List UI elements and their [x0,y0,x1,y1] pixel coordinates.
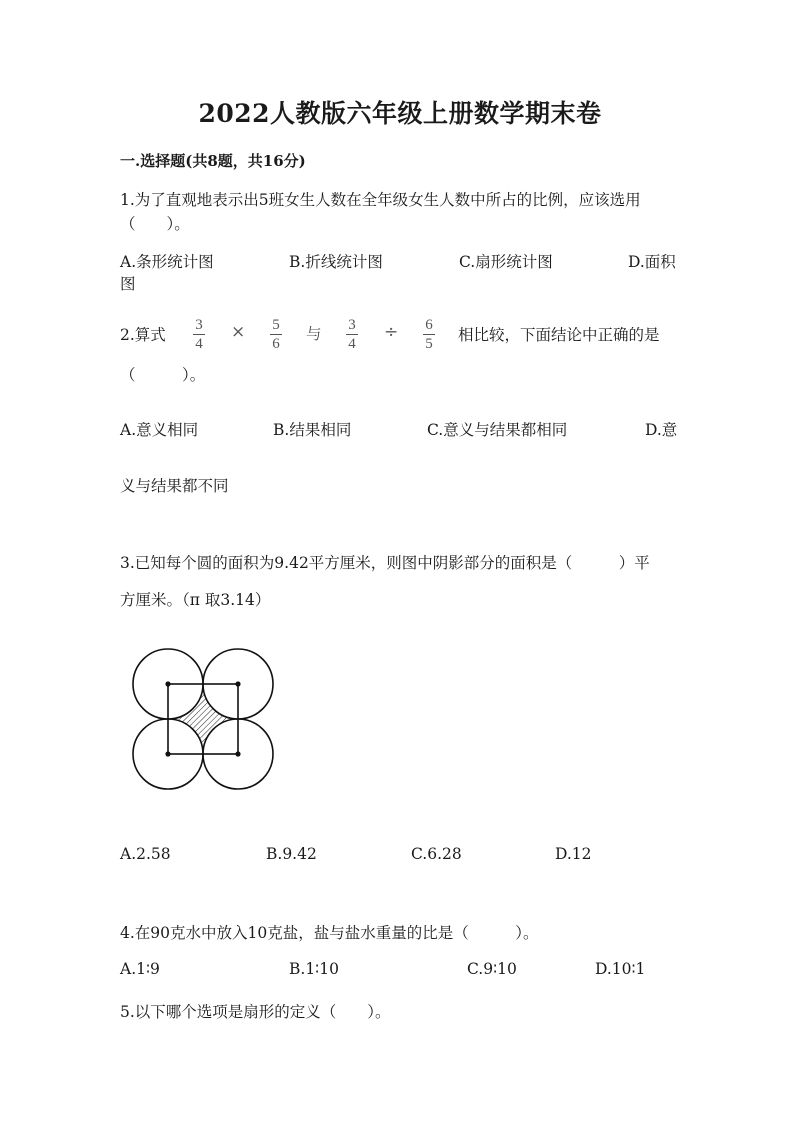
fraction-4-denominator: 5 [425,336,433,352]
question-5-line-1: 5.以下哪个选项是扇形的定义（ ）。 [120,1003,391,1021]
times-sign: × [231,322,246,342]
fraction-3-denominator: 4 [348,336,356,352]
fraction-4 [423,317,435,352]
question-1-option-a: A.条形统计图 [120,253,214,271]
question-2-option-c: C.意义与结果都相同 [427,421,568,439]
question-3-option-b: B.9.42 [266,845,317,863]
question-4-option-b: B.1∶10 [289,960,339,978]
center-dot-bottom-right [235,751,240,756]
fraction-2-denominator: 6 [272,336,280,352]
question-2-line-2: （ ）。 [120,366,206,384]
center-dot-top-left [165,681,170,686]
and-word: 与 [306,325,322,343]
section-heading: 一.选择题(共8题，共16分) [120,152,306,170]
question-2-suffix: 相比较，下面结论中正确的是 [458,326,660,344]
question-1-option-b: B.折线统计图 [289,253,383,271]
question-4-option-a: A.1∶9 [120,960,160,978]
question-2-option-a: A.意义相同 [120,421,199,439]
question-3-option-d: D.12 [555,845,592,863]
question-1-option-d-wrap: 图 [120,275,136,293]
fraction-1 [193,317,205,352]
question-1-line-1: 1.为了直观地表示出5班女生人数在全年级女生人数中所占的比例，应该选用 [120,191,641,209]
fraction-4-numerator: 6 [425,317,433,333]
question-1-line-2: （ ）。 [120,215,190,233]
fraction-2-numerator: 5 [272,317,280,333]
four-circles-figure [128,646,288,806]
fraction-1-numerator: 3 [195,317,203,333]
question-1-option-d: D.面积 [628,253,676,271]
question-4-line-1: 4.在90克水中放入10克盐，盐与盐水重量的比是（ ）。 [120,924,539,942]
fraction-4-bar [423,334,435,335]
question-2-option-b: B.结果相同 [273,421,352,439]
question-3-line-1: 3.已知每个圆的面积为9.42平方厘米，则图中阴影部分的面积是（ ）平 [120,554,650,572]
question-3-option-a: A.2.58 [120,845,171,863]
question-4-option-d: D.10∶1 [595,960,646,978]
question-2-option-d: D.意 [645,421,678,439]
shaded-region [168,684,238,754]
fraction-2 [270,317,282,352]
question-3-option-c: C.6.28 [411,845,462,863]
divide-sign: ÷ [384,322,399,342]
fraction-2-bar [270,334,282,335]
center-dot-top-right [235,681,240,686]
fraction-3-numerator: 3 [348,317,356,333]
question-4-option-c: C.9∶10 [467,960,517,978]
question-2-prefix: 2.算式 [120,326,166,344]
question-2-option-d-wrap: 义与结果都不同 [120,477,229,495]
fraction-1-bar [193,334,205,335]
fraction-3 [346,317,358,352]
fraction-1-denominator: 4 [195,336,203,352]
question-1-option-c: C.扇形统计图 [459,253,553,271]
question-3-line-2: 方厘米。（π 取3.14） [120,591,271,609]
exam-title: 2022人教版六年级上册数学期末卷 [198,99,602,128]
fraction-3-bar [346,334,358,335]
center-dot-bottom-left [165,751,170,756]
